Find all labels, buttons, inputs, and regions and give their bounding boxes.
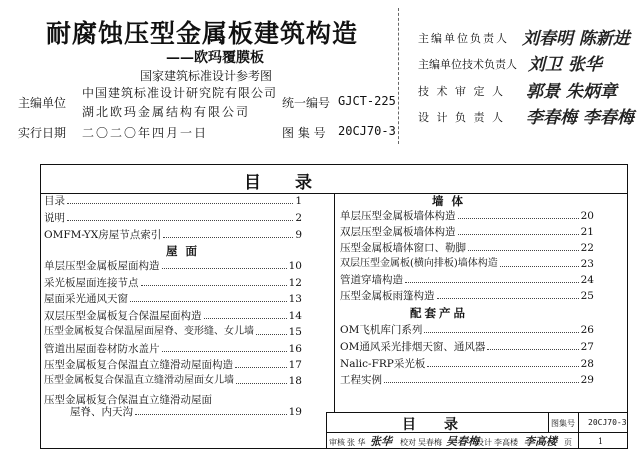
toc-entry-text: 目录 [44,195,65,207]
toc-entry-text: OM通风采光排烟天窗、通风器 [340,341,486,353]
toc-entry-roof-9[interactable] [70,404,302,420]
toc-entry-text: Nalic-FRP采光板 [340,358,426,370]
toc-entry-roof-2[interactable] [44,275,302,291]
atlas-value: 20CJ70-3 [338,124,396,138]
series-label: 国家建筑标准设计参考图 [140,69,273,83]
toc-entry-text: 屋脊、内天沟 [70,406,133,418]
check-label: 校对 [400,438,416,447]
editor-unit-1: 中国建筑标准设计研究院有限公司 [82,86,278,100]
toc-entry-wall-5[interactable] [340,272,594,288]
toc-entry-wall-3[interactable] [340,240,594,256]
signature-3: 郭景 朱炳章 [526,82,617,102]
toc-entry-node-index[interactable] [44,227,302,243]
toc-entry-roof-3[interactable] [44,291,302,307]
toc-entry-product-1[interactable] [340,322,594,338]
toc-entry-wall-6[interactable] [340,288,594,304]
toc-entry-page: 18 [288,375,302,387]
toc-entry-page: 10 [288,260,302,272]
toc-entry-page: 22 [580,242,594,254]
toc-entry-text: 单层压型金属板墙体构造 [340,210,456,222]
review-name: 张 华 [347,438,366,447]
toc-entry-text: OM飞机库门系列 [340,324,423,336]
date-label: 实行日期 [18,126,67,140]
signature-4: 李春梅 李春梅 [526,108,634,128]
toc-entry-notes[interactable] [44,210,302,226]
toc-entry-roof-7[interactable] [44,357,302,373]
atlas-label: 图 集 号 [282,126,326,140]
toc-entry-wall-2[interactable] [340,224,594,240]
toc-entry-text: 单层压型金属板屋面构造 [44,260,160,272]
title-block-atlas-label: 图集号 [551,419,575,428]
toc-entry-page: 19 [288,406,302,418]
signature-1: 刘春明 陈新进 [522,29,630,49]
toc-entry-text: 双层压型金属板(横向排板)墙体构造 [340,258,498,269]
title-block-vline-2 [578,412,579,449]
contents-title: 目 录 [244,173,312,193]
contents-column-divider [334,193,335,412]
toc-entry-text: 双层压型金属板复合保温屋面构造 [44,310,202,322]
toc-entry-text: OMFM-YX房屋节点索引 [44,229,162,241]
section-heading-roof: 屋面 [166,244,205,258]
toc-entry-product-3[interactable] [340,356,594,372]
page-label: 页 [564,438,572,447]
toc-entry-page: 27 [580,341,594,353]
toc-entry-page: 16 [288,343,302,355]
toc-entry-wall-1[interactable] [340,208,594,224]
check-signature: 吴春梅 [446,435,479,448]
toc-entry-text: 压型金属板复合保温屋面屋脊、变形缝、女儿墙 [44,326,254,337]
toc-entry-page: 13 [288,293,302,305]
toc-entry-roof-9-line1[interactable]: 压型金属板复合保温直立缝滑动屋面 [44,394,212,406]
review-signature: 张华 [370,435,392,448]
toc-entry-page: 15 [288,326,302,338]
toc-entry-wall-4[interactable] [340,256,594,272]
toc-entry-page: 25 [580,290,594,302]
toc-entry-roof-4[interactable] [44,308,302,324]
check-name: 吴春梅 [418,438,442,447]
toc-entry-text: 工程实例 [340,374,382,386]
toc-entry-roof-8[interactable] [44,373,302,389]
toc-entry-page: 21 [580,226,594,238]
design-signature: 李高楼 [524,435,557,448]
section-heading-products: 配套产品 [410,306,468,320]
review-label: 审核 [329,438,345,447]
toc-entry-text: 采光板屋面连接节点 [44,277,139,289]
toc-entry-roof-6[interactable] [44,341,302,357]
toc-entry-contents[interactable] [44,193,302,209]
toc-entry-text: 说明 [44,212,65,224]
code-value: GJCT-225 [338,94,396,108]
header-divider [398,8,399,144]
toc-entry-page: 14 [288,310,302,322]
editor-label: 主编单位 [18,96,67,110]
toc-entry-text: 压型金属板墙体窗口、勒脚 [340,242,466,254]
toc-entry-text: 压型金属板复合保温直立缝滑动屋面女儿墙 [44,375,234,386]
responsibility-label-4: 设 计 负 责 人 [418,111,505,124]
date-value: 二〇二〇年四月一日 [82,126,209,140]
toc-entry-page: 2 [295,212,302,224]
toc-entry-product-4[interactable] [340,372,594,388]
document-title: 耐腐蚀压型金属板建筑构造 [46,19,359,48]
code-label: 统一编号 [282,96,331,110]
design-label: 设计 [476,438,492,447]
toc-entry-text: 压型金属板复合保温直立缝滑动屋面构造 [44,359,233,371]
toc-entry-product-2[interactable] [340,339,594,355]
editor-unit-2: 湖北欧玛金属结构有限公司 [82,105,251,119]
signature-2: 刘卫 张华 [528,55,602,75]
responsibility-label-3: 技 术 审 定 人 [418,85,505,98]
toc-entry-page: 26 [580,324,594,336]
toc-entry-text: 屋面采光通风天窗 [44,293,128,305]
toc-entry-text: 管道出屋面卷材防水盖片 [44,343,160,355]
document-subtitle: ——欧玛覆膜板 [166,50,264,66]
title-block-vline-1 [548,412,549,432]
title-block-atlas-value: 20CJ70-3 [588,418,627,427]
toc-entry-text: 压型金属板雨篷构造 [340,290,435,302]
toc-entry-page: 28 [580,358,594,370]
toc-entry-page: 1 [295,195,302,207]
responsibility-label-1: 主编单位负责人 [418,32,509,45]
page-number: 1 [598,437,604,446]
toc-entry-page: 29 [580,374,594,386]
toc-entry-page: 23 [580,258,594,270]
toc-entry-page: 9 [295,229,302,241]
toc-entry-roof-1[interactable] [44,258,302,274]
title-block-name: 目 录 [402,417,458,433]
design-name: 李高楼 [494,438,518,447]
responsibility-label-2: 主编单位技术负责人 [418,58,517,71]
toc-entry-page: 17 [288,359,302,371]
toc-entry-roof-5[interactable] [44,324,302,340]
toc-entry-page: 24 [580,274,594,286]
toc-entry-text: 管道穿墙构造 [340,274,403,286]
toc-entry-text: 双层压型金属板墙体构造 [340,226,456,238]
toc-entry-page: 12 [288,277,302,289]
section-heading-wall: 墙体 [432,194,471,208]
toc-entry-page: 20 [580,210,594,222]
